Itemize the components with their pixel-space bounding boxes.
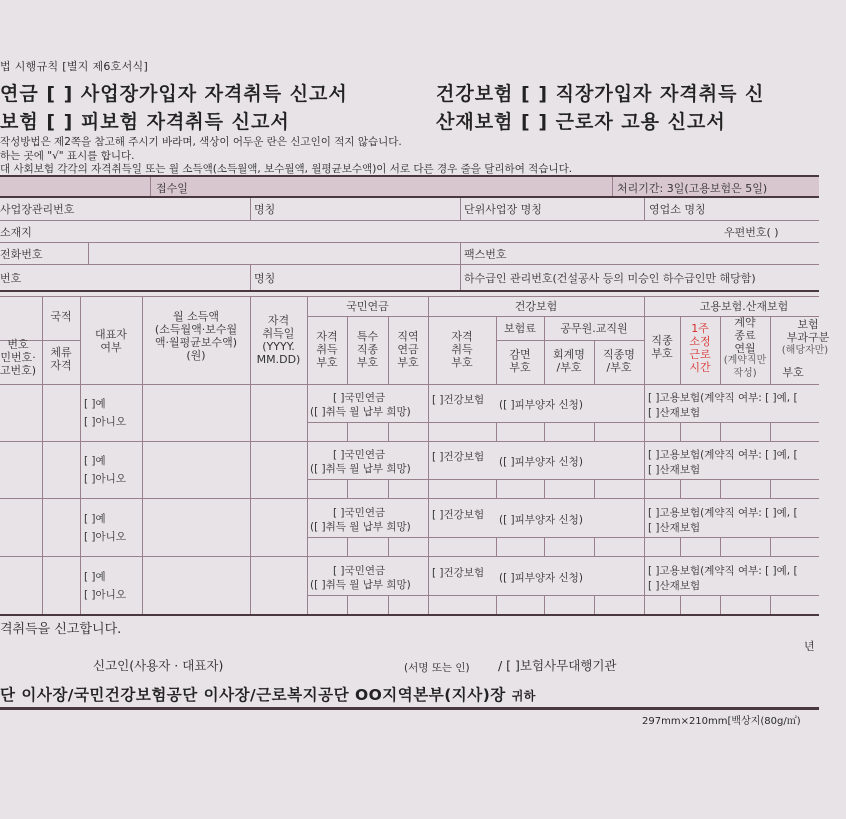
row-cell-divider	[388, 422, 389, 441]
workplace-name-label: 명칭	[254, 203, 276, 216]
dependent-checkbox[interactable]: ([ ]피부양자 신청)	[499, 572, 583, 584]
row-cell-divider	[594, 479, 595, 498]
workplace-mgmt-no-label: 사업장관리번호	[0, 203, 75, 216]
processing-period: 처리기간: 3일(고용보험은 5일)	[617, 182, 768, 195]
rep-yes-checkbox[interactable]: [ ]예	[84, 571, 106, 583]
health-checkbox[interactable]: [ ]건강보험	[432, 451, 485, 463]
title-health: 건강보험 [ ] 직장가입자 자격취득 신	[436, 83, 765, 105]
rep-yes-checkbox[interactable]: [ ]예	[84, 398, 106, 410]
rep-no-checkbox[interactable]: [ ]아니오	[84, 473, 126, 485]
col-weekly-hours: 1주 소정 근로 시간	[689, 322, 711, 374]
row-cell-divider	[544, 537, 545, 556]
col-premium: 보험료	[504, 322, 536, 335]
col-reduction-code: 감면 부호	[509, 348, 531, 374]
law-reference: 법 시행규칙 [별지 제6호서식]	[0, 60, 149, 73]
row-cell-divider	[594, 422, 595, 441]
row-subdivider	[307, 595, 819, 596]
dependent-checkbox[interactable]: ([ ]피부양자 신청)	[499, 514, 583, 526]
declaration-text: 격취득을 신고합니다.	[0, 622, 122, 637]
row-subdivider	[307, 479, 819, 480]
row-cell-divider	[388, 537, 389, 556]
pension-pay-checkbox[interactable]: ([ ]취득 월 납부 희망)	[310, 521, 411, 533]
col-position-pension: 직역 연금 부호	[397, 330, 419, 369]
title-pension: 연금 [ ] 사업장가입자 자격취득 신고서	[0, 83, 348, 105]
col-civil-servant: 공무원.교직원	[560, 322, 628, 335]
employment-checkbox[interactable]: [ ]고용보험(계약직 여부: [ ]예, [	[648, 507, 798, 519]
row-cell-divider	[594, 595, 595, 614]
row-cell-divider	[770, 479, 771, 498]
row-cell-divider	[770, 537, 771, 556]
employment-checkbox[interactable]: [ ]고용보험(계약직 여부: [ ]예, [	[648, 392, 798, 404]
row-cell-divider	[770, 422, 771, 441]
col-stay-status: 체류 자격	[50, 346, 72, 372]
signature-label: (서명 또는 인)	[404, 662, 470, 674]
row-cell-divider	[347, 537, 348, 556]
branch-name-label: 영업소 명칭	[649, 203, 706, 216]
date-year-label: 년	[804, 640, 815, 653]
col-representative: 대표자 여부	[95, 328, 127, 354]
row-cell-divider	[388, 479, 389, 498]
addressee-suffix: 귀하	[511, 689, 536, 703]
pension-checkbox[interactable]: [ ]국민연금	[333, 392, 386, 404]
row-cell-divider	[544, 422, 545, 441]
pension-checkbox[interactable]: [ ]국민연금	[333, 507, 386, 519]
rep-no-checkbox[interactable]: [ ]아니오	[84, 416, 126, 428]
health-checkbox[interactable]: [ ]건강보험	[432, 394, 485, 406]
postal-code-label: 우편번호( )	[724, 226, 779, 239]
phone-label: 전화번호	[0, 248, 43, 261]
receipt-date-label: 접수일	[156, 182, 188, 195]
pension-pay-checkbox[interactable]: ([ ]취득 월 납부 희망)	[310, 406, 411, 418]
row-cell-divider	[720, 537, 721, 556]
row-cell-divider	[770, 595, 771, 614]
instruction-1: 작성방법은 제2쪽을 참고해 주시기 바라며, 색상이 어두운 란은 신고인이 적지 않습니다.	[0, 136, 402, 148]
col-national-pension: 국민연금	[346, 300, 389, 313]
row-cell-divider	[544, 479, 545, 498]
subcontractor-no-label: 번호	[0, 272, 22, 285]
col-monthly-income: 월 소득액 (소득월액·보수월 액·월평균보수액) (원)	[154, 310, 238, 362]
rep-no-checkbox[interactable]: [ ]아니오	[84, 589, 126, 601]
health-checkbox[interactable]: [ ]건강보험	[432, 567, 485, 579]
col-health-insurance: 건강보험	[514, 300, 558, 313]
industrial-checkbox[interactable]: [ ]산재보험	[648, 580, 701, 592]
col-levy-code: 부호	[782, 366, 804, 379]
fax-label: 팩스번호	[464, 248, 507, 261]
pension-pay-checkbox[interactable]: ([ ]취득 월 납부 희망)	[310, 579, 411, 591]
row-border	[0, 441, 819, 442]
row-cell-divider	[388, 595, 389, 614]
rep-yes-checkbox[interactable]: [ ]예	[84, 455, 106, 467]
col-nationality: 국적	[50, 310, 72, 323]
row-subdivider	[307, 537, 819, 538]
row-cell-divider	[680, 595, 681, 614]
row-cell-divider	[720, 595, 721, 614]
unit-workplace-label: 단위사업장 명칭	[464, 203, 542, 216]
rep-no-checkbox[interactable]: [ ]아니오	[84, 531, 126, 543]
declarant-label: 신고인(사용자 · 대표자)	[93, 658, 224, 673]
industrial-checkbox[interactable]: [ ]산재보험	[648, 464, 701, 476]
paper-spec: 297mm×210mm[백상지(80g/㎡)	[642, 716, 801, 727]
row-cell-divider	[680, 422, 681, 441]
instruction-2: 하는 곳에 "√" 표시를 합니다.	[0, 150, 135, 162]
row-cell-divider	[347, 479, 348, 498]
row-border	[0, 498, 819, 499]
title-employment: 보험 [ ] 피보험 자격취득 신고서	[0, 111, 290, 133]
row-cell-divider	[720, 422, 721, 441]
agent-label: / [ ]보험사무대행기관	[498, 658, 617, 673]
col-job-code: 직종 부호	[651, 334, 673, 360]
col-contract-end: 계약 종료 연월	[734, 316, 756, 355]
row-cell-divider	[496, 537, 497, 556]
col-employment-insurance: 고용보험.산재보험	[699, 300, 789, 313]
row-cell-divider	[720, 479, 721, 498]
row-cell-divider	[496, 595, 497, 614]
col-levy-type: 보험 부과구분	[786, 318, 830, 344]
pension-checkbox[interactable]: [ ]국민연금	[333, 449, 386, 461]
row-border	[0, 556, 819, 557]
addressee: 단 이사장/국민건강보험공단 이사장/근로복지공단 OO지역본부(지사)장 귀하	[0, 686, 536, 704]
col-id-number: 번호 민번호· 고번호)	[0, 338, 37, 377]
row-cell-divider	[544, 595, 545, 614]
col-account: 회계명 /부호	[553, 348, 585, 374]
industrial-checkbox[interactable]: [ ]산재보험	[648, 407, 701, 419]
row-cell-divider	[347, 595, 348, 614]
industrial-checkbox[interactable]: [ ]산재보험	[648, 522, 701, 534]
employment-checkbox[interactable]: [ ]고용보험(계약직 여부: [ ]예, [	[648, 449, 798, 461]
col-health-code: 자격 취득 부호	[451, 330, 473, 369]
row-cell-divider	[347, 422, 348, 441]
row-cell-divider	[680, 537, 681, 556]
col-levy-note: (해당자만)	[781, 345, 829, 356]
subcontract-mgmt-label: 하수급인 관리번호(건설공사 등의 미승인 하수급인만 해당함)	[464, 272, 756, 285]
row-subdivider	[307, 422, 819, 423]
health-checkbox[interactable]: [ ]건강보험	[432, 509, 485, 521]
pension-checkbox[interactable]: [ ]국민연금	[333, 565, 386, 577]
pension-pay-checkbox[interactable]: ([ ]취득 월 납부 희망)	[310, 463, 411, 475]
subcontractor-name-label: 명칭	[254, 272, 276, 285]
title-industrial: 산재보험 [ ] 근로자 고용 신고서	[436, 111, 726, 133]
employment-checkbox[interactable]: [ ]고용보험(계약직 여부: [ ]예, [	[648, 565, 798, 577]
rep-yes-checkbox[interactable]: [ ]예	[84, 513, 106, 525]
col-acquisition-date: 자격 취득일 (YYYY. MM.DD)	[256, 314, 301, 366]
row-cell-divider	[496, 422, 497, 441]
col-special-job: 특수 직종 부호	[356, 330, 379, 369]
row-cell-divider	[680, 479, 681, 498]
dependent-checkbox[interactable]: ([ ]피부양자 신청)	[499, 399, 583, 411]
col-job-type: 직종명 /부호	[603, 348, 635, 374]
address-label: 소재지	[0, 226, 32, 239]
dependent-checkbox[interactable]: ([ ]피부양자 신청)	[499, 456, 583, 468]
col-pension-code: 자격 취득 부호	[316, 330, 338, 369]
instruction-3: 대 사회보험 각각의 자격취득일 또는 월 소득액(소득월액, 보수월액, 월평균보수액)이 서로 다른 경우 줄을 달리하여 적습니다.	[0, 163, 573, 175]
row-cell-divider	[496, 479, 497, 498]
col-contract-note: (계약직만 작성)	[723, 355, 767, 379]
row-cell-divider	[594, 537, 595, 556]
